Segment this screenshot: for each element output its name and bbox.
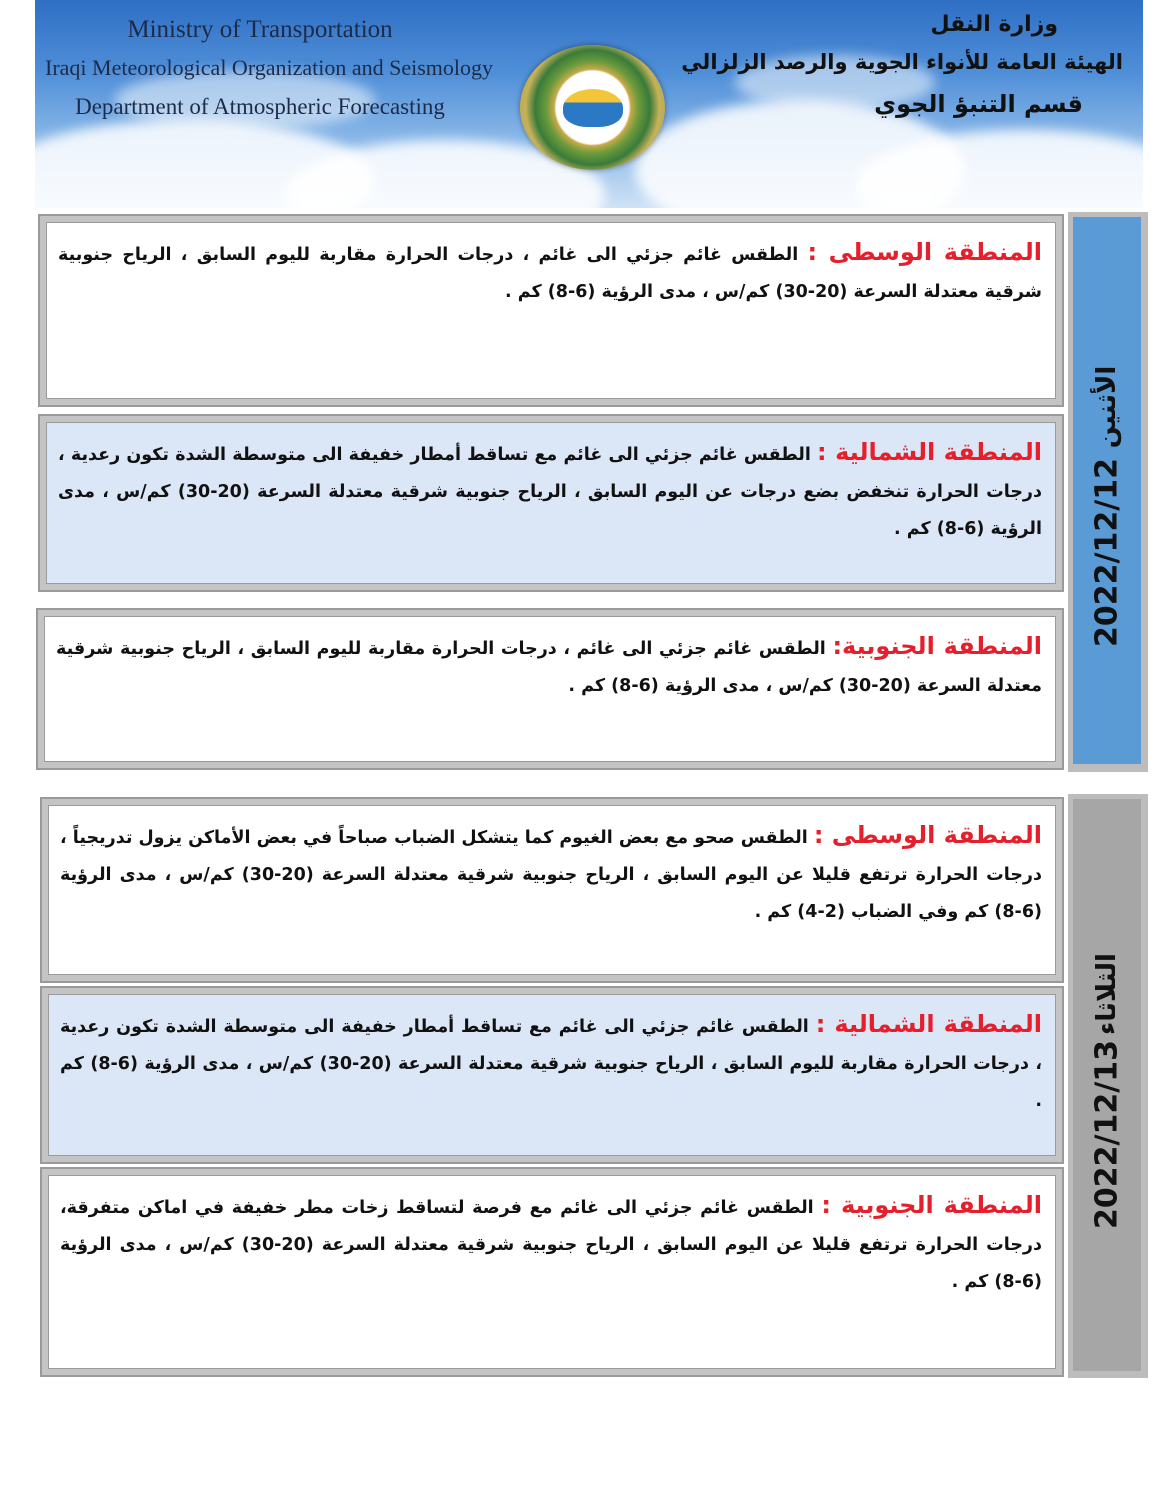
forecast-body: الطقس غائم جزئي الى غائم مع تساقط أمطار خفيفة الى متوسطة الشدة تكون رعدية ، درجات الحرارة تنخفض بضع درجات عن اليوم السابق ، الرياح جنوبية شرقية معتدلة السرعة (20-30) كم/س ، مدى الرؤية (6-8) كم . — [58, 445, 1042, 539]
date-bar — [1073, 799, 1141, 1371]
organization-title-en: Iraqi Meteorological Organization and Seismology — [45, 55, 494, 80]
forecast-box — [38, 214, 1064, 407]
department-title-en: Department of Atmospheric Forecasting — [75, 94, 445, 119]
forecast-body: الطقس غائم جزئي الى غائم ، درجات الحرارة مقاربة لليوم السابق ، الرياح جنوبية شرقية معتدلة السرعة (20-30) كم/س ، مدى الرؤية (6-8) كم . — [56, 639, 1042, 696]
date-bar — [1073, 217, 1141, 764]
forecast-text — [56, 628, 1042, 705]
organization-title-ar: الهيئة العامة للأنواء الجوية والرصد الزلزالي — [681, 50, 1123, 74]
forecast-body: الطقس غائم جزئي الى غائم ، درجات الحرارة مقاربة لليوم السابق ، الرياح جنوبية شرقية معتدلة السرعة (20-30) كم/س ، مدى الرؤية (6-8) كم . — [58, 245, 1042, 302]
date-label: 2022/12/13 — [1089, 1040, 1125, 1229]
date-label: 2022/12/12 — [1089, 458, 1125, 647]
forecast-box — [40, 797, 1064, 983]
forecast-box — [38, 414, 1064, 592]
forecast-text — [58, 434, 1042, 548]
region-label: المنطقة الجنوبية: — [832, 632, 1043, 660]
day-name-label: الأثنين — [1092, 365, 1122, 449]
forecast-box — [40, 986, 1064, 1164]
sun-cloud-icon — [563, 89, 623, 127]
region-label: المنطقة الشمالية : — [817, 438, 1043, 466]
region-label: المنطقة الجنوبية : — [821, 1191, 1043, 1219]
forecast-body: الطقس صحو مع بعض الغيوم كما يتشكل الضباب صباحاً في بعض الأماكن يزول تدريجياً ، درجات الحرارة ترتفع قليلا عن اليوم السابق ، الرياح جنوبية شرقية معتدلة السرعة (20-30) كم/س ، مدى الرؤية (6-8) كم وفي الضباب (2-4) كم . — [60, 828, 1042, 922]
region-label: المنطقة الوسطى : — [807, 238, 1043, 266]
forecast-body: الطقس غائم جزئي الى غائم مع تساقط أمطار خفيفة الى متوسطة الشدة تكون رعدية ، درجات الحرارة مقاربة لليوم السابق ، الرياح جنوبية شرقية معتدلة السرعة (20-30) كم/س ، مدى الرؤية (6-8) كم . — [60, 1017, 1043, 1111]
forecast-text — [60, 1187, 1042, 1301]
forecast-text — [60, 1006, 1042, 1120]
organization-logo — [520, 45, 665, 170]
forecast-text — [60, 817, 1042, 931]
ministry-title-en: Ministry of Transportation — [127, 16, 393, 43]
forecast-box — [40, 1167, 1064, 1377]
header-banner — [35, 0, 1143, 208]
forecast-text — [58, 234, 1042, 311]
forecast-box — [36, 608, 1064, 770]
forecast-body: الطقس غائم جزئي الى غائم مع فرصة لتساقط زخات مطر خفيفة في اماكن متفرقة، درجات الحرارة ترتفع قليلا عن اليوم السابق ، الرياح جنوبية شرقية معتدلة السرعة (20-30) كم/س ، مدى الرؤية (6-8) كم . — [60, 1198, 1042, 1292]
day-name-label: الثلاثاء — [1092, 953, 1122, 1035]
department-title-ar: قسم التنبؤ الجوي — [874, 90, 1083, 118]
ministry-title-ar: وزارة النقل — [930, 12, 1058, 37]
region-label: المنطقة الوسطى : — [813, 821, 1043, 849]
region-label: المنطقة الشمالية : — [815, 1010, 1042, 1038]
